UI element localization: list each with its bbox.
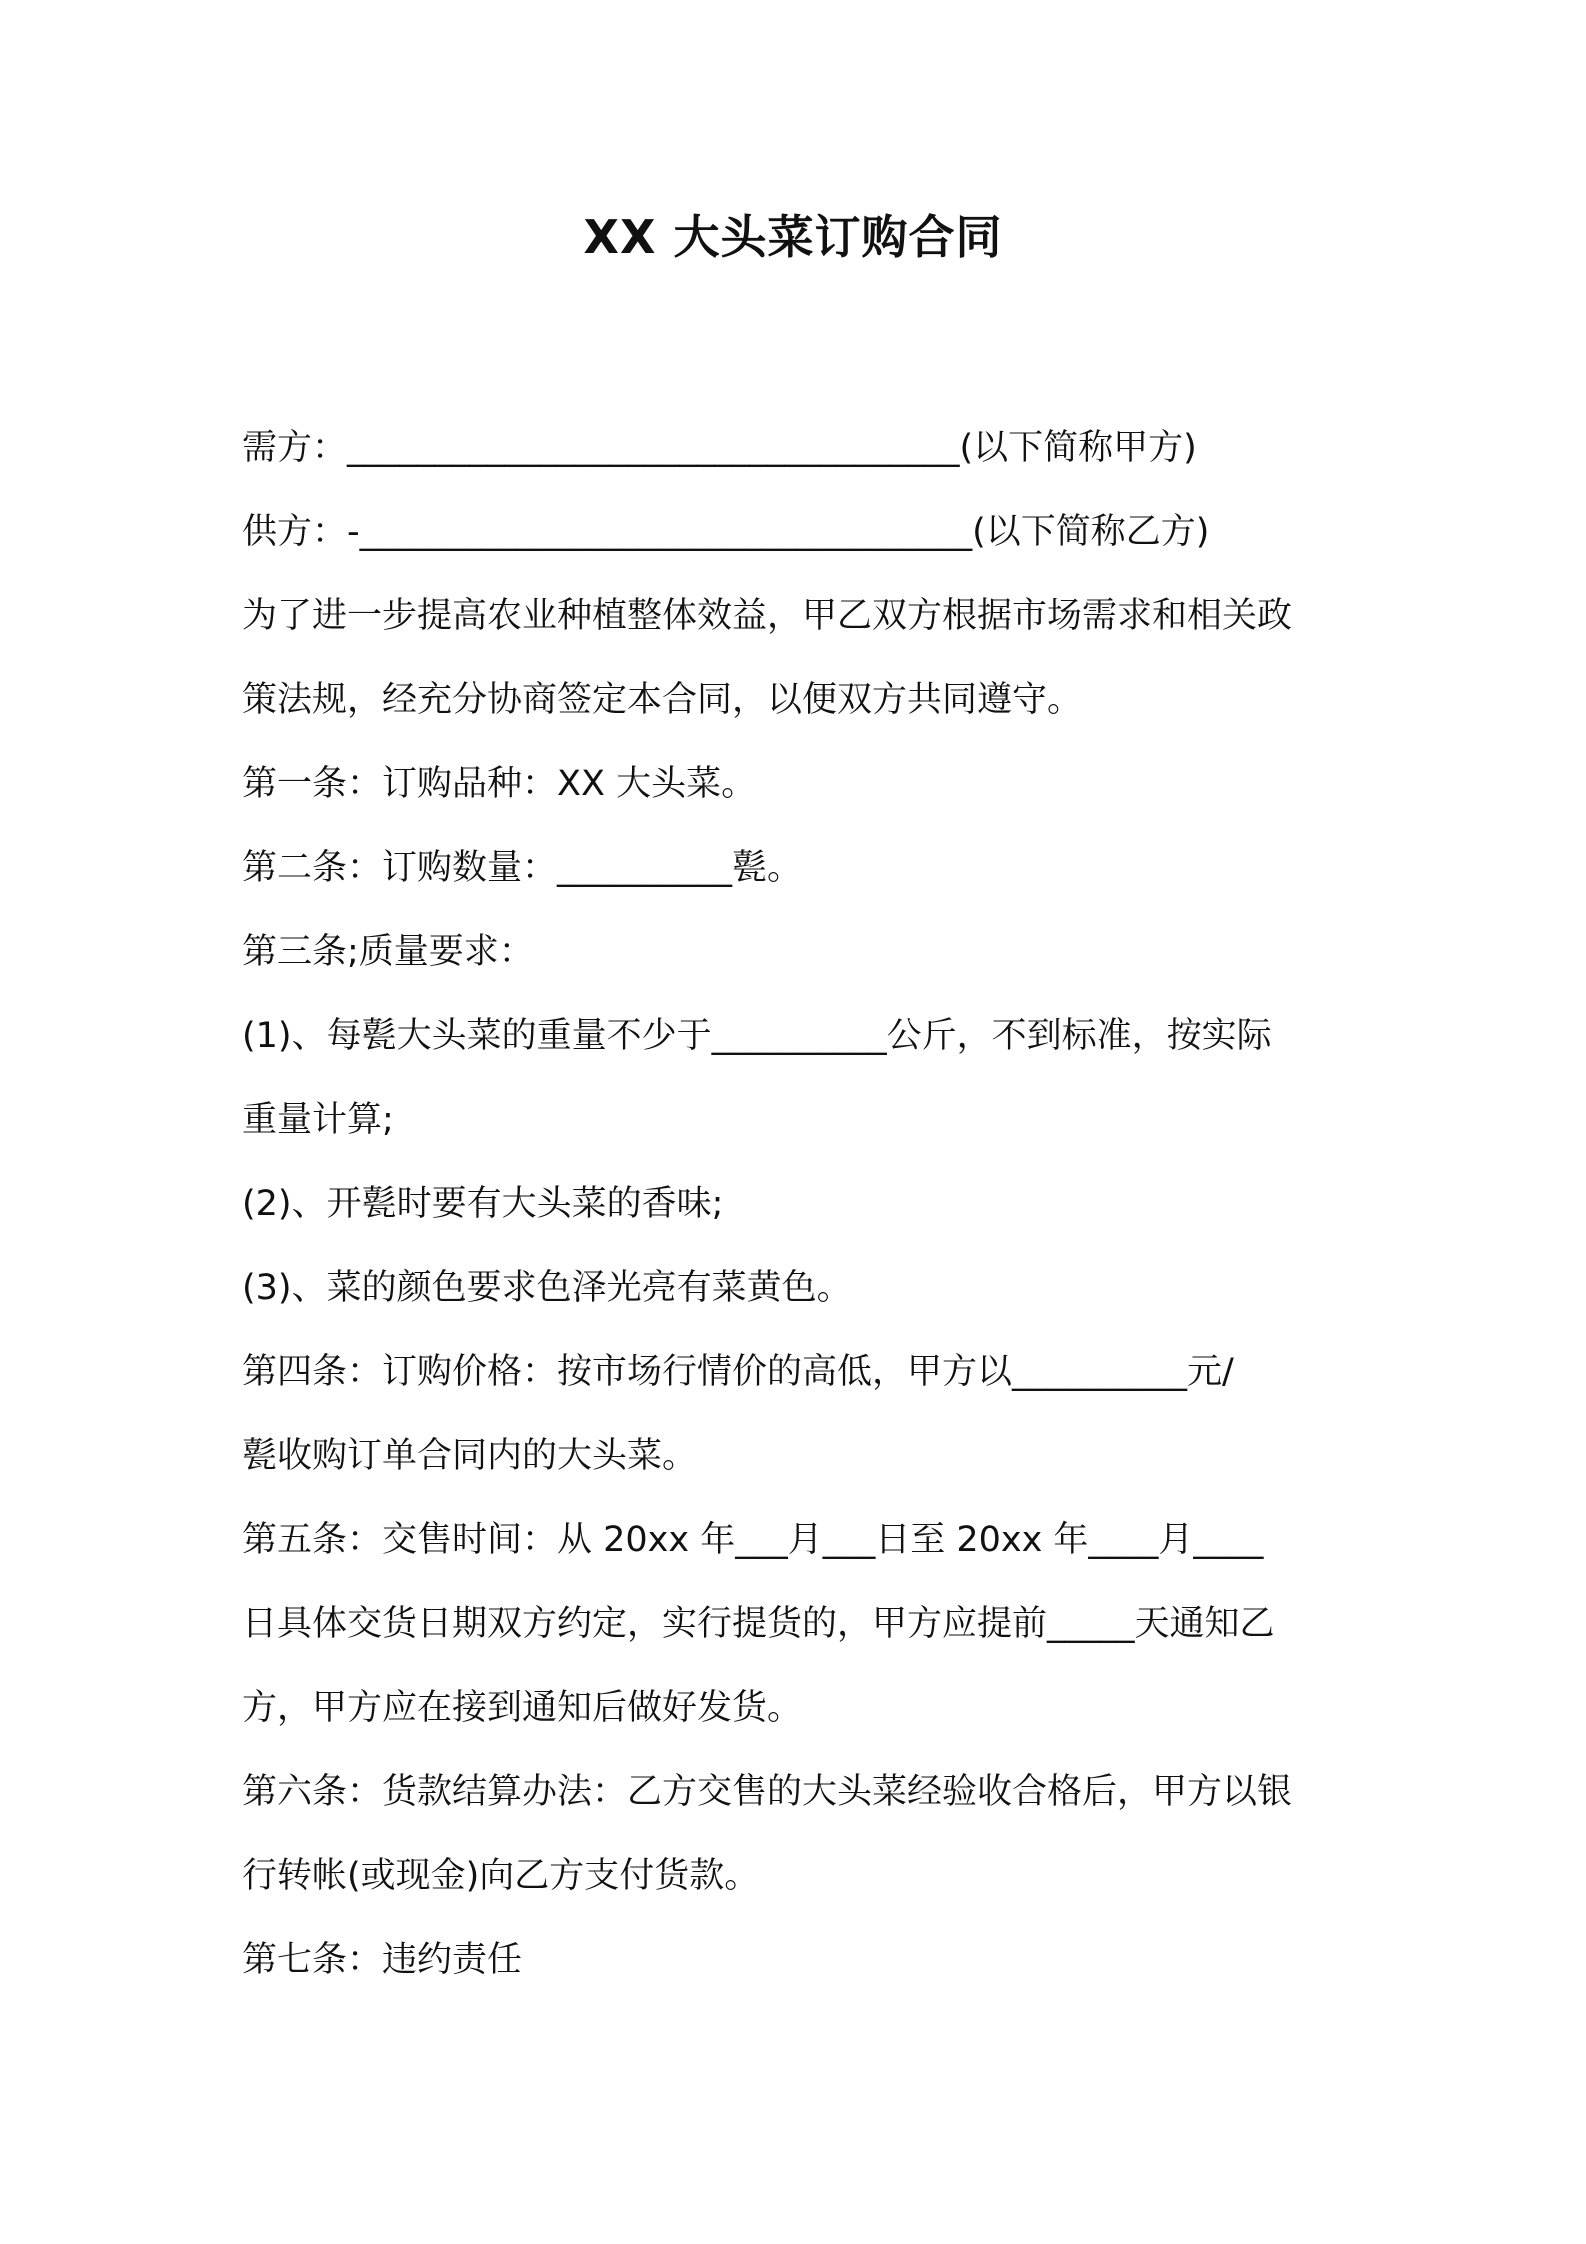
article-3-item-1-line-2: 重量计算; bbox=[242, 1100, 394, 1140]
article-5-line-1: 第五条：交售时间：从 20xx 年___月___日至 20xx 年____月____ bbox=[242, 1520, 1264, 1560]
supply-party-line: 供方：-___________________________________(以下简称乙方) bbox=[242, 512, 1210, 552]
article-5-line-2: 日具体交货日期双方约定，实行提货的，甲方应提前_____天通知乙 bbox=[242, 1604, 1275, 1644]
demand-party-line: 需方：___________________________________(以下简称甲方) bbox=[242, 428, 1197, 468]
document-title: XX 大头菜订购合同 bbox=[583, 210, 1003, 264]
article-2: 第二条：订购数量：__________甏。 bbox=[242, 848, 803, 888]
article-3-item-3: (3)、菜的颜色要求色泽光亮有菜黄色。 bbox=[242, 1268, 852, 1308]
contract-body bbox=[242, 406, 1352, 2002]
article-6-line-2: 行转帐(或现金)向乙方支付货款。 bbox=[242, 1856, 760, 1896]
preamble-line-1: 为了进一步提高农业种植整体效益，甲乙双方根据市场需求和相关政 bbox=[242, 596, 1293, 636]
article-4-line-2: 甏收购订单合同内的大头菜。 bbox=[242, 1436, 698, 1476]
article-1: 第一条：订购品种：XX 大头菜。 bbox=[242, 764, 757, 804]
article-5-line-3: 方，甲方应在接到通知后做好发货。 bbox=[242, 1688, 803, 1728]
article-3-item-1-line-1: (1)、每甏大头菜的重量不少于__________公斤，不到标准，按实际 bbox=[242, 1016, 1272, 1056]
preamble-line-2: 策法规，经充分协商签定本合同，以便双方共同遵守。 bbox=[242, 680, 1083, 720]
article-6-line-1: 第六条：货款结算办法：乙方交售的大头菜经验收合格后，甲方以银 bbox=[242, 1772, 1293, 1812]
article-4-line-1: 第四条：订购价格：按市场行情价的高低，甲方以__________元/ bbox=[242, 1352, 1234, 1392]
article-3-item-2: (2)、开甏时要有大头菜的香味; bbox=[242, 1184, 724, 1224]
article-3-heading: 第三条;质量要求： bbox=[242, 932, 534, 972]
article-7-heading: 第七条：违约责任 bbox=[242, 1940, 523, 1980]
